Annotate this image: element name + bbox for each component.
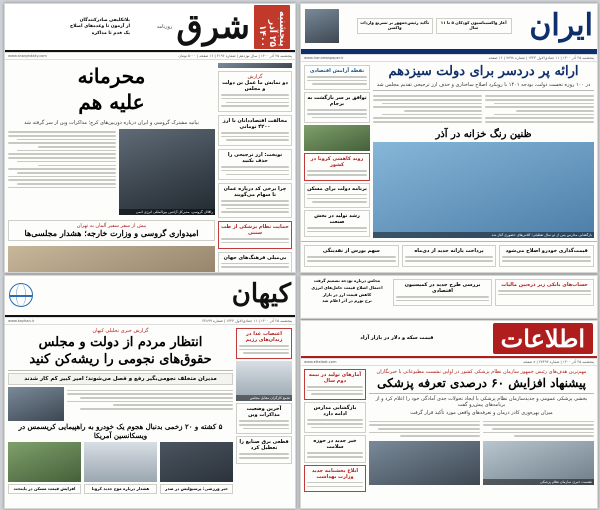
iran-col-item-4[interactable] bbox=[304, 210, 370, 237]
keyhan-left-photo-caption: تجمع کارگران مقابل مجلس bbox=[236, 395, 292, 401]
iran-col-title-0: نقطه آرامش اقتصادی bbox=[309, 68, 365, 74]
shargh-dateline-right: پنجشنبه ۲۵ آذر ۱۴۰۰ | سال نوزدهم | شماره ۴۱۹۶ | ۱۶ صفحه | ۵۰۰۰ تومان bbox=[178, 54, 292, 58]
iran-top-note-0[interactable] bbox=[436, 18, 512, 34]
iran-dateline-right: پنجشنبه ۲۵ آذر ۱۴۰۰ | ۱۱ جمادی‌الاول ۱۴۴۳ | شماره ۷۷۹۸ | ۱۶ صفحه bbox=[488, 56, 594, 60]
ettelaat-dateline-left: www.ettelaat.com bbox=[304, 360, 337, 364]
keyhan-masthead bbox=[5, 276, 295, 317]
keyhan-main-headline-1: انتظار مردم از دولت و مجلس bbox=[38, 335, 203, 350]
shargh-dateline bbox=[5, 52, 295, 60]
iran-main-headline: ارائه پر دردسر برای دولت سیزدهم bbox=[388, 64, 579, 79]
shargh-col-body-2 bbox=[221, 166, 289, 175]
keyhan-left-title-2: قطعی برق صنایع را تعطیل کرد bbox=[239, 439, 289, 452]
iran-main-body-2 bbox=[373, 93, 482, 125]
iran-main-sub: در ۱۰۰ روزه نخست دولت، بودجه ۱۴۰۱ با رویکرد اصلاح ساختاری و حذف ارز ترجیحی تقدیم مجلس شد bbox=[376, 81, 591, 88]
keyhan-left-item-2[interactable] bbox=[236, 436, 292, 463]
iran-col-body-1 bbox=[307, 109, 367, 118]
iran-bottom-body-1 bbox=[405, 256, 494, 261]
ettelaat-dateline bbox=[301, 358, 597, 366]
shargh-secondary-headline: امیدواری گروسی و وزارت خارجه؛ هشدار مجلسی‌ها bbox=[24, 228, 199, 239]
shargh-main-sub: بیانیه مشترک گروسی و ایران درباره دوربین‌های کرج؛ مذاکرات وین از سر گرفته شد bbox=[24, 120, 199, 126]
ettelaat-body-2 bbox=[369, 419, 480, 440]
shargh-top-note-2: از آزمون تا وعده‌های اصلاح bbox=[70, 24, 130, 30]
iran-col-body-3 bbox=[307, 194, 367, 203]
keyhan-photo-snow bbox=[84, 442, 157, 482]
ettelaat-body-1 bbox=[483, 419, 594, 440]
ettelaat-dateline-right: پنجشنبه ۲۵ آذر ۱۴۰۰ | شماره ۲۷۴۹۳ | ۸ صفحه bbox=[523, 360, 594, 364]
keyhan-bottom-item-0[interactable] bbox=[160, 484, 233, 495]
shargh-col-title-3: چرا برخی کد درباره عمان تا سهام می‌گویند bbox=[223, 186, 287, 199]
keyhan-logo: کیهان bbox=[231, 279, 291, 310]
iran-col-title-4: رشد تولید در بخش صنعت bbox=[314, 212, 360, 225]
iran-col-item-1[interactable] bbox=[304, 92, 370, 123]
shargh-col-item-1[interactable] bbox=[218, 115, 292, 146]
iran-col-item-3[interactable] bbox=[304, 183, 370, 208]
shargh-logo: شرق bbox=[176, 7, 250, 47]
ettelaat-sub: بخشی پزشکی عمومی و جدیدسازمان نظام پزشکی با ایجاد تحولات جدی آمادگی خود را اعلام کرد و از برنامه‌های پیش‌رو گفت bbox=[375, 395, 588, 409]
iran-secondary-headline: ظنین رنگ خزانه در آذر bbox=[435, 128, 532, 140]
rightstrip-title-0: حساب‌های بانکی زیر ذره‌بین مالیات bbox=[501, 282, 588, 288]
keyhan-left-item-0[interactable] bbox=[236, 328, 292, 359]
iran-main-photo-caption: بازگشایی مدارس پس از دو سال تعطیلی؛ کلاس‌های حضوری آغاز شد bbox=[373, 232, 594, 238]
rightstrip-body-1 bbox=[396, 296, 489, 301]
shargh-col-item-0[interactable] bbox=[218, 71, 292, 112]
keyhan-bottom-item-1[interactable] bbox=[84, 484, 157, 495]
iran-rule-1 bbox=[373, 90, 594, 91]
farright-item-0[interactable]: مجلس درباره بودجه تصمیم گرفت bbox=[313, 278, 381, 283]
shargh-top-note-1: بلاتکلیفی صادرکنندگان bbox=[79, 17, 130, 23]
farright-item-2[interactable]: کاهش قیمت ارز در بازار bbox=[322, 291, 372, 297]
shargh-col-photo bbox=[218, 63, 292, 68]
rightstrip-item-0[interactable] bbox=[495, 279, 594, 306]
shargh-col-title-2: نوبخت: ارز ترجیحی را حذف نکنید bbox=[227, 152, 283, 165]
shargh-main-body bbox=[8, 129, 116, 190]
ettelaat-side-title-2: بازگشایی مدارس ادامه دارد bbox=[313, 405, 357, 418]
ettelaat-bottom-body-0 bbox=[307, 452, 363, 457]
shargh-secondary-block[interactable] bbox=[8, 220, 215, 241]
ettelaat-side-item-1[interactable] bbox=[304, 369, 366, 400]
shargh-main-headline-2: علیه هم bbox=[78, 90, 145, 114]
iran-col-item-2[interactable] bbox=[304, 153, 370, 180]
ettelaat-masthead-note: قیمت سکه و دلار در بازار آزاد bbox=[360, 335, 434, 341]
keyhan-rule-1 bbox=[8, 370, 233, 371]
ettelaat-bottom-item-0[interactable] bbox=[304, 435, 366, 462]
iran-col-body-0 bbox=[307, 76, 367, 85]
shargh-col-title-5: بی‌میلی فرهنگ‌های جهان bbox=[223, 254, 287, 261]
keyhan-photo-car bbox=[160, 442, 233, 482]
ettelaat-kicker: مهم‌ترین هدف‌های رئیس جمهور سازمان نظام پزشکی کشور در اولین نشست مطبوعاتی با خبرنگاران bbox=[376, 369, 587, 375]
shargh-secondary-kicker: پیش از سفر سفیر آلمان به تهران bbox=[76, 223, 147, 230]
keyhan-left-body-1 bbox=[239, 420, 289, 429]
ettelaat-photo-2 bbox=[369, 441, 480, 485]
keyhan-body-1 bbox=[67, 387, 233, 421]
keyhan-left-title-0: اعتصاب غذا در زندان‌های رژیم bbox=[245, 331, 283, 343]
keyhan-left-body-0 bbox=[239, 345, 289, 354]
iran-main-photo bbox=[373, 142, 594, 238]
iran-bottom-title-1: پرداخت یارانه جدید از دی‌ماه bbox=[414, 248, 484, 255]
ettelaat-bottom-title-1: ابلاغ بخشنامه جدید وزارت بهداشت bbox=[311, 467, 359, 480]
rightstrip-title-1: بررسی طرح جدید در کمیسیون اقتصادی bbox=[404, 282, 481, 294]
keyhan-kicker: گزارش خبری تحلیلی کیهان bbox=[92, 328, 149, 334]
keyhan-left-photo bbox=[236, 361, 292, 401]
ettelaat-rule-1 bbox=[369, 393, 594, 394]
iran-col-body-4 bbox=[307, 227, 367, 232]
keyhan-dateline-right: پنجشنبه ۲۵ آذر ۱۴۰۰ | ۱۱ جمادی‌الاول ۱۴۴۳ | شماره ۲۲۸۹۹ bbox=[202, 319, 292, 323]
iran-bottom-title-0: قیمت‌گذاری خودرو اصلاح می‌شود bbox=[505, 248, 588, 255]
shargh-col-title-1: مخالفت اقتصاد‌دانان با ارز ۴۲۰۰ تومانی bbox=[222, 117, 288, 130]
ettelaat-bottom-body-1 bbox=[307, 482, 363, 487]
iran-col-title-1: توافق بر سر بازگشت به برجام bbox=[307, 95, 367, 108]
shargh-col-item-2[interactable] bbox=[218, 149, 292, 180]
keyhan-main-headline-2: حقوق‌های نجومی را ریشه‌کن کنید bbox=[29, 351, 212, 367]
ettelaat-masthead bbox=[301, 321, 597, 358]
shargh-masthead bbox=[5, 4, 295, 52]
iran-logo: ایران bbox=[529, 8, 593, 43]
shargh-col-body-1 bbox=[221, 132, 289, 141]
ettelaat-bottom-title-0: خبر جدید در حوزه سلامت bbox=[313, 438, 357, 451]
newspaper-shargh[interactable] bbox=[4, 3, 296, 273]
keyhan-banner-text: مدیران متخلف نجومی‌بگیر رفع و فصل می‌شوند؛ امیر کبیر کم کار شدند bbox=[24, 375, 217, 382]
iran-bottom-item-2[interactable] bbox=[304, 245, 399, 266]
keyhan-dateline bbox=[5, 317, 295, 325]
iran-top-note-1-text: تأکید رئیس‌جمهور بر تسریع واردات واکسن bbox=[360, 20, 430, 30]
farright-item-3[interactable]: نرخ تورم در آذر اعلام شد bbox=[322, 298, 372, 304]
iran-col-photo bbox=[304, 125, 370, 151]
shargh-col-item-5[interactable] bbox=[218, 252, 292, 273]
rightstrip-item-1[interactable] bbox=[393, 279, 492, 306]
keyhan-bottom-title-0: خبر ورزشی: پرسپولیس در صدر bbox=[165, 485, 228, 491]
ettelaat-side-title-1: آمار‌های تولید در نیمه دوم سال bbox=[308, 372, 362, 384]
shargh-logo-sub: روزنامه bbox=[156, 24, 173, 30]
keyhan-photo-green bbox=[8, 442, 81, 482]
keyhan-banner[interactable] bbox=[8, 373, 233, 386]
shargh-main-headline-1: محرمانه bbox=[77, 64, 146, 88]
iran-main-body bbox=[485, 93, 594, 125]
iran-dateline-left: www.irannewspaper.ir bbox=[304, 56, 344, 60]
keyhan-bottom-title-2: افزایش قیمت مسکن در پایتخت bbox=[13, 485, 76, 491]
newspaper-keyhan[interactable] bbox=[4, 275, 296, 509]
newspaper-iran[interactable] bbox=[300, 3, 598, 273]
keyhan-left-title-1: آخرین وضعیت مذاکرات وین bbox=[246, 406, 282, 419]
rightstrip-body-0 bbox=[498, 290, 591, 295]
ettelaat-side-body-1 bbox=[307, 386, 363, 395]
shargh-dateline-left: www.sharghdaily.com bbox=[8, 54, 47, 58]
globe-icon bbox=[9, 283, 33, 307]
keyhan-sub-headline: ۵ کشته و ۲۰ زخمی بدنبال هجوم یک خودرو به راهپیمایی کریسمس در ویسکانسین آمریکا bbox=[18, 422, 223, 440]
ettelaat-bottom-item-1[interactable] bbox=[304, 465, 366, 492]
iran-dateline bbox=[301, 54, 597, 62]
ettelaat-side-item-2[interactable] bbox=[304, 402, 366, 433]
iran-bottom-item-0[interactable] bbox=[499, 245, 594, 266]
shargh-top-note-3: یک قدم تا مذاکره bbox=[91, 30, 130, 36]
shargh-col-body-4 bbox=[221, 238, 289, 243]
iran-top-note-1[interactable] bbox=[357, 18, 433, 34]
iran-col-item-0[interactable] bbox=[304, 65, 370, 90]
shargh-date-ribbon: پنجشنبه ۲۵ آذر ۱۴۰۰ bbox=[254, 5, 290, 49]
ettelaat-side-body-2 bbox=[307, 419, 363, 428]
iran-bottom-body-2 bbox=[307, 256, 396, 261]
newspaper-right-strip[interactable] bbox=[300, 275, 598, 319]
ettelaat-main-headline: پیشنهاد افزایش ۶۰ درصدی تعرفه پزشکی bbox=[377, 376, 586, 390]
keyhan-left-item-1[interactable] bbox=[236, 403, 292, 434]
shargh-col-title-4: حمایت نظام پزشکی از طب سنتی bbox=[221, 224, 289, 237]
iran-top-note-0-text: آغاز واکسیناسیون کودکان ۵ تا ۱۱ سال bbox=[440, 20, 507, 30]
iran-bottom-title-2: سهم بورس از نقدینگی bbox=[322, 248, 380, 255]
shargh-col-item-4[interactable] bbox=[218, 221, 292, 248]
keyhan-bottom-title-1: هشدار درباره موج جدید کرونا bbox=[91, 485, 150, 491]
shargh-col-body-5 bbox=[221, 263, 289, 268]
iran-bottom-item-1[interactable] bbox=[402, 245, 497, 266]
shargh-main-photo bbox=[119, 129, 215, 215]
ettelaat-logo: اطلاعات bbox=[493, 323, 593, 354]
iran-bottom-body-0 bbox=[502, 256, 591, 261]
keyhan-dateline-left: www.kayhan.ir bbox=[8, 319, 35, 323]
ettelaat-sub2: میزان بهره‌وری کادر درمان و تعرفه‌های واقعی مورد تأکید قرار گرفت bbox=[410, 410, 553, 417]
shargh-col-title-0: دو نمایش ما عمل بن دولت و مجلس bbox=[222, 80, 288, 93]
iran-col-title-2: روند کاهشی کرونا در کشور bbox=[310, 156, 364, 169]
newspaper-ettelaat[interactable] bbox=[300, 320, 598, 509]
iran-col-body-2 bbox=[307, 170, 367, 175]
iran-masthead bbox=[301, 4, 597, 51]
keyhan-left-body-2 bbox=[239, 453, 289, 458]
shargh-col-kicker-0: گزارش bbox=[247, 74, 263, 81]
ettelaat-photo-caption: نشست خبری سازمان نظام پزشکی bbox=[483, 479, 594, 485]
shargh-col-body-3 bbox=[221, 200, 289, 213]
ettelaat-photo-hospital bbox=[483, 441, 594, 485]
shargh-col-body-0 bbox=[221, 94, 289, 107]
keyhan-inline-photo bbox=[8, 387, 64, 421]
shargh-main-photo-caption: رافائل گروسی، مدیرکل آژانس بین‌المللی انرژی اتمی bbox=[119, 209, 215, 215]
iran-col-title-3: برنامه دولت برای مسکن bbox=[307, 185, 367, 192]
keyhan-bottom-item-2[interactable] bbox=[8, 484, 81, 495]
shargh-col-item-3[interactable] bbox=[218, 183, 292, 218]
iran-masthead-portrait bbox=[305, 9, 339, 43]
farright-item-1[interactable]: احتمال اصلاح قیمت حامل‌های انرژی bbox=[311, 284, 383, 290]
shargh-secondary-photo bbox=[8, 246, 215, 273]
